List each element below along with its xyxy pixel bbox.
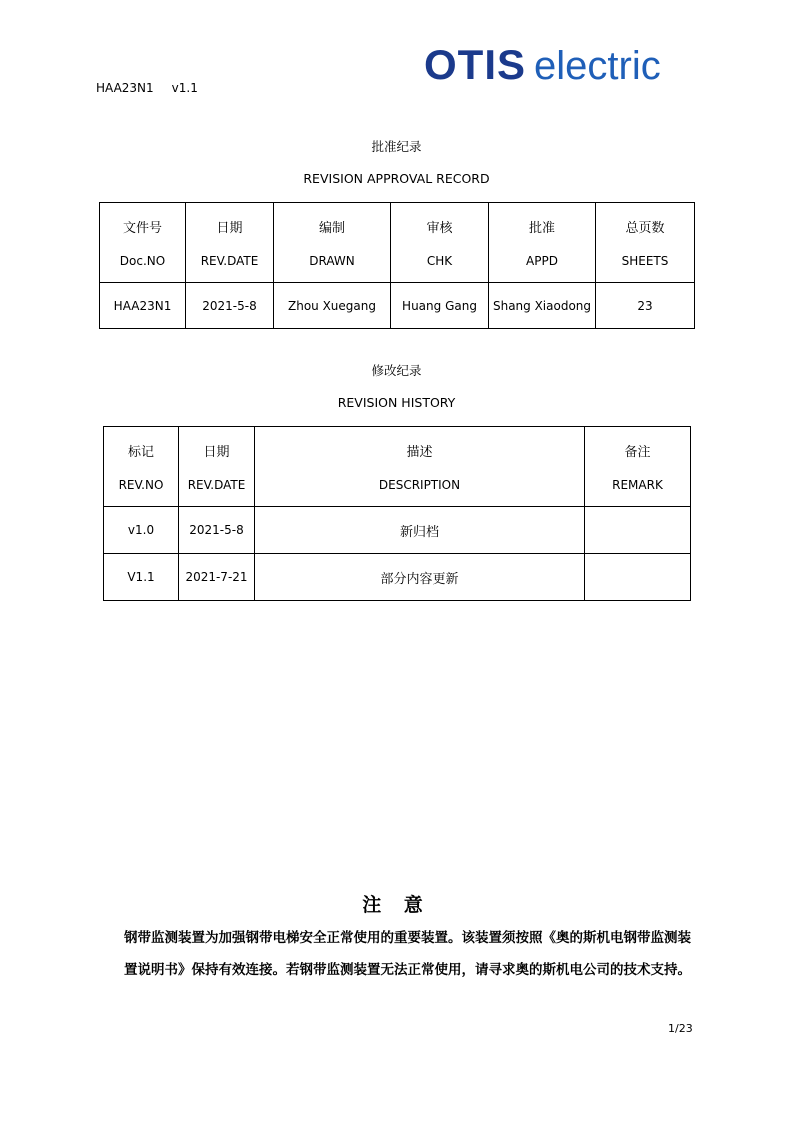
history-cell-remark [585,507,691,554]
approval-col-sheets: 总页数 SHEETS [596,203,695,283]
approval-title-en: REVISION APPROVAL RECORD [303,171,490,186]
history-cell-description: 部分内容更新 [255,554,585,601]
approval-cell-sheets: 23 [596,283,695,329]
history-col-remark: 备注 REMARK [585,427,691,507]
approval-title-zh: 批准纪录 [371,139,422,154]
approval-header-row [100,203,695,283]
history-cell-revno: V1.1 [104,554,179,601]
approval-col-docno: 文件号 Doc.NO [100,203,186,283]
approval-cell-appd: Shang Xiaodong [489,283,596,329]
history-cell-date: 2021-5-8 [179,507,255,554]
history-cell-description: 新归档 [255,507,585,554]
approval-col-chk: 审核 CHK [391,203,489,283]
approval-col-drawn: 编制 DRAWN [274,203,391,283]
approval-data-row [100,283,695,329]
history-cell-remark [585,554,691,601]
logo-brand: OTIS [424,41,527,88]
approval-col-appd: 批准 APPD [489,203,596,283]
history-title-zh: 修改纪录 [371,363,422,378]
approval-cell-chk: Huang Gang [391,283,489,329]
history-table [103,426,691,601]
table-row [104,554,691,601]
history-col-date: 日期 REV.DATE [179,427,255,507]
history-cell-date: 2021-7-21 [179,554,255,601]
document-code [96,81,198,95]
approval-cell-docno: HAA23N1 [100,283,186,329]
history-title-en: REVISION HISTORY [337,395,456,410]
notice-title: 注 意 [362,894,431,916]
approval-cell-date: 2021-5-8 [186,283,274,329]
logo-sub: electric [534,44,661,88]
history-col-description: 描述 DESCRIPTION [255,427,585,507]
doc-version: v1.1 [171,81,198,95]
page-number: 1/23 [668,1022,693,1035]
history-cell-revno: v1.0 [104,507,179,554]
approval-col-date: 日期 REV.DATE [186,203,274,283]
history-col-revno: 标记 REV.NO [104,427,179,507]
otis-electric-logo [424,41,661,88]
approval-cell-drawn: Zhou Xuegang [274,283,391,329]
doc-number: HAA23N1 [96,81,154,95]
approval-table [99,202,695,329]
notice-body: 钢带监测装置为加强钢带电梯安全正常使用的重要装置。该装置须按照《奥的斯机电钢带监测装置说明书》保持有效连接。若钢带监测装置无法正常使用，请寻求奥的斯机电公司的技术支持。 [124,930,691,978]
history-header-row [104,427,691,507]
table-row [104,507,691,554]
